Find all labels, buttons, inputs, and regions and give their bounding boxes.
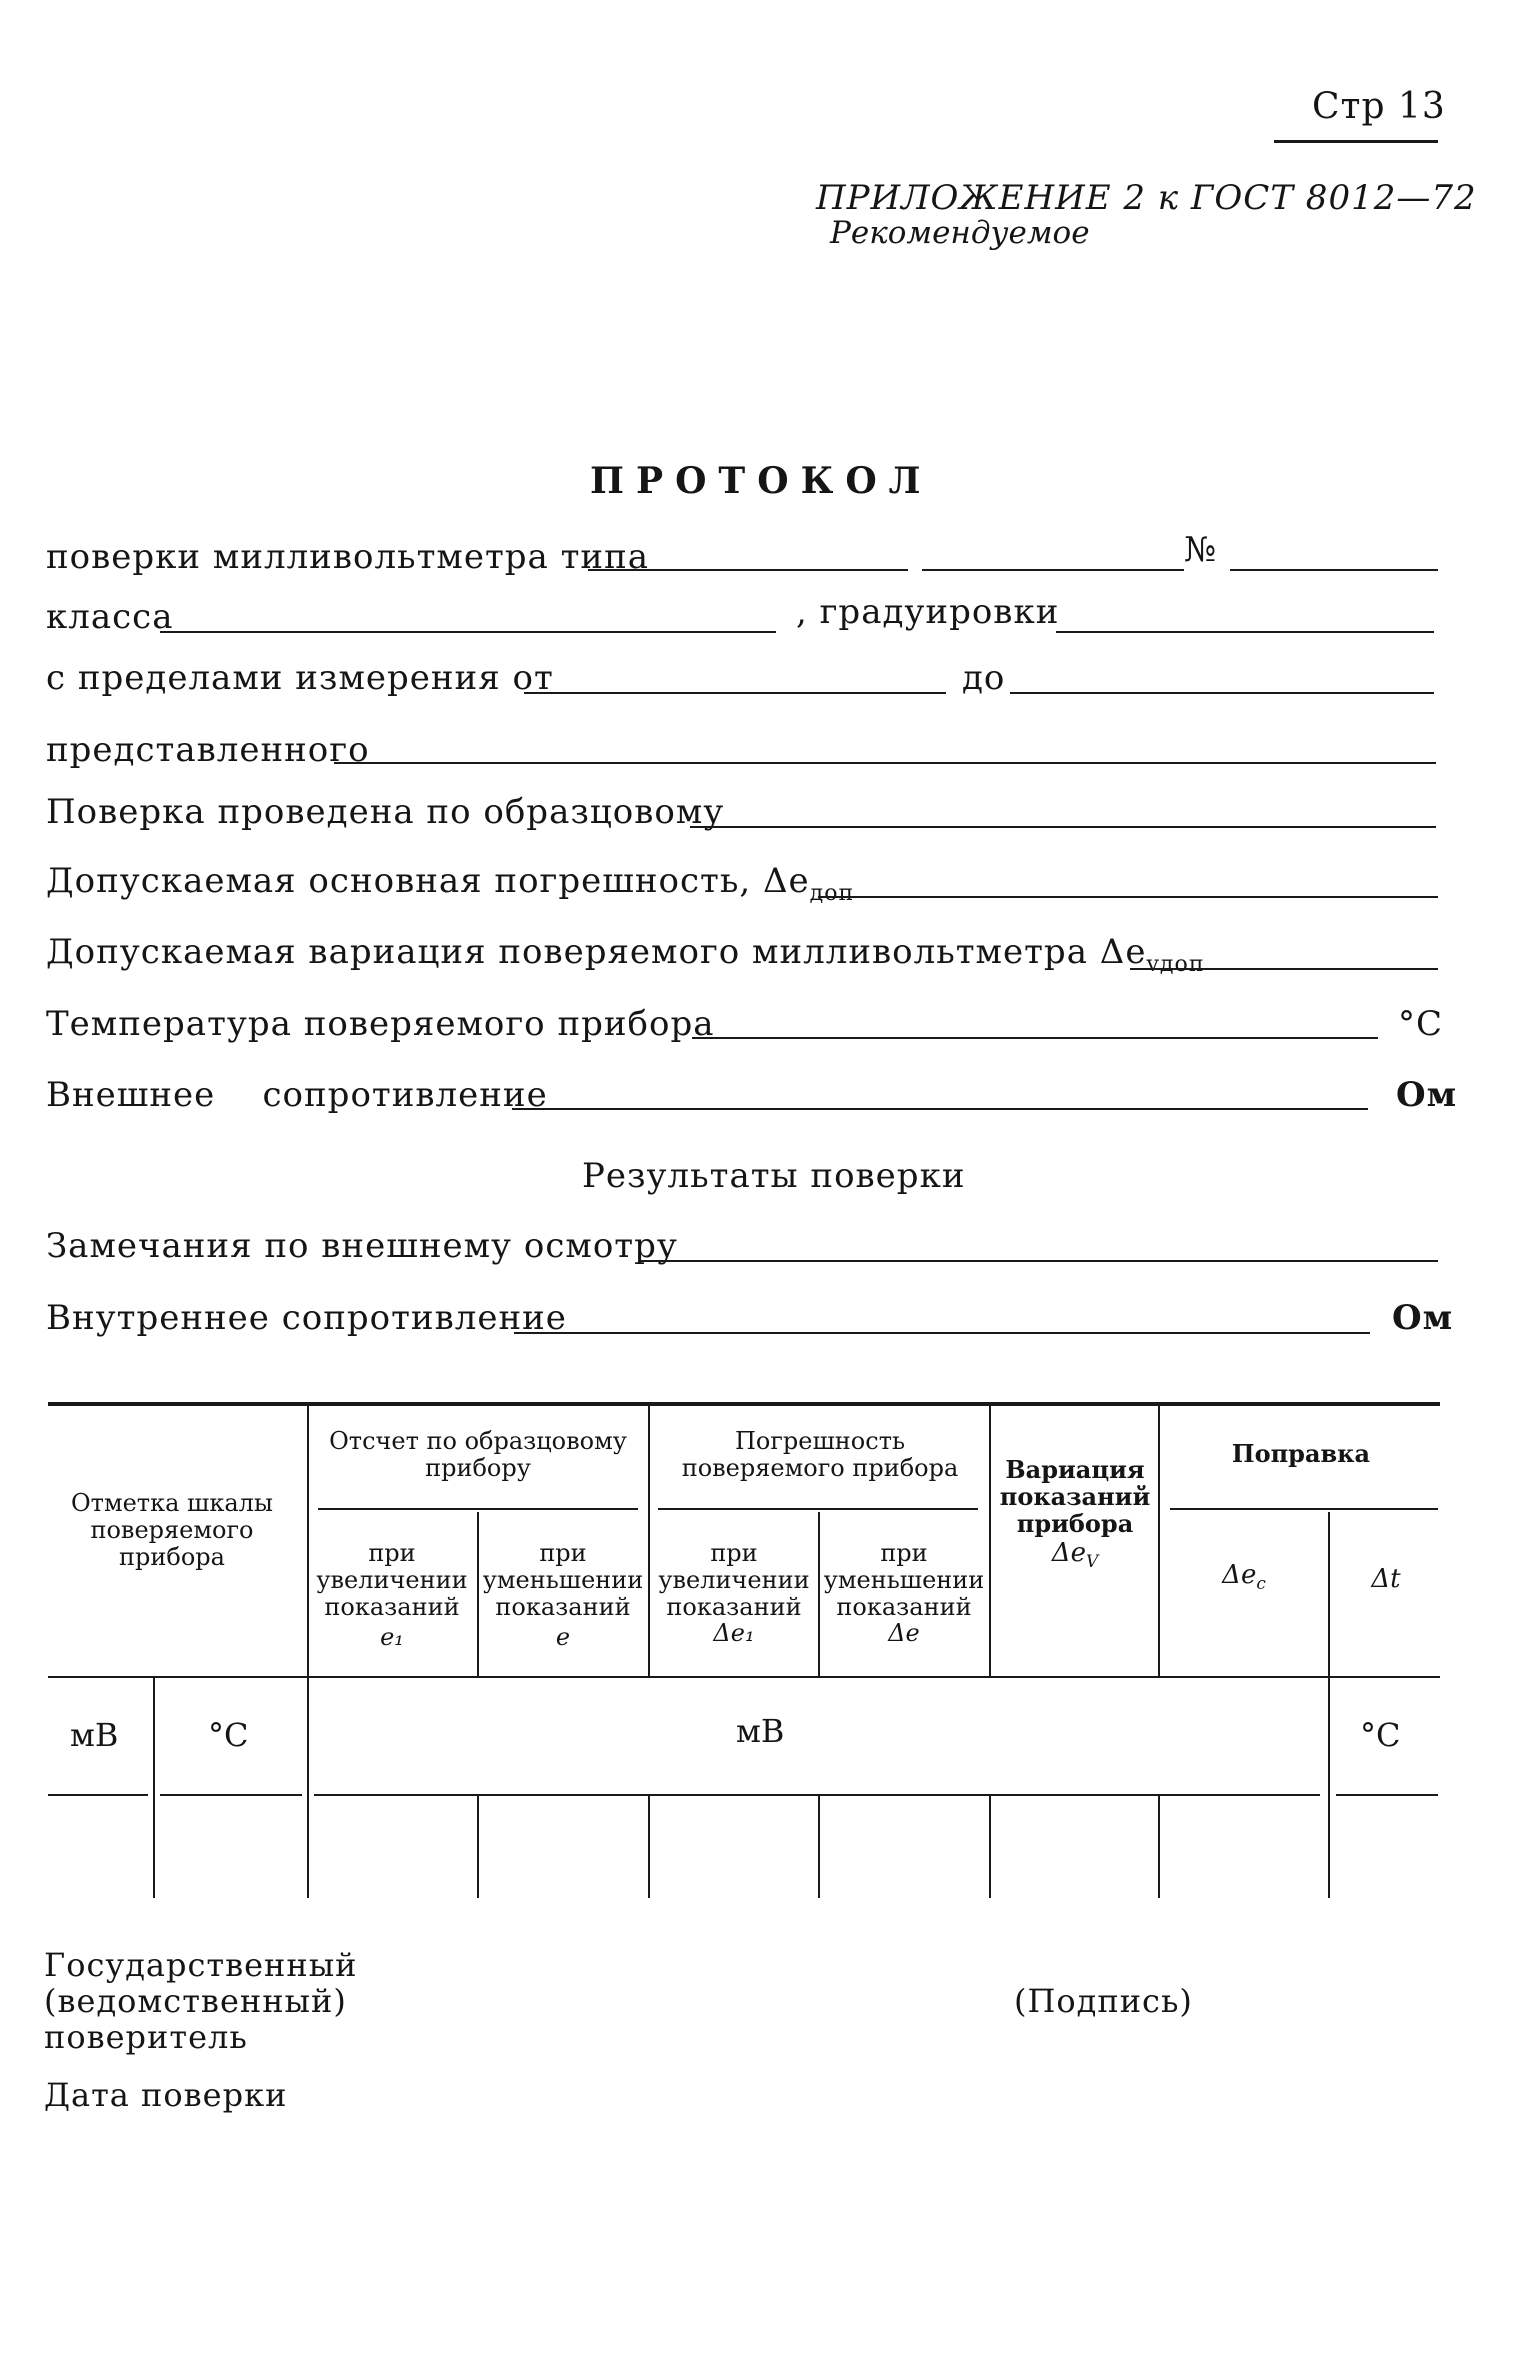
page-number-underline bbox=[1274, 140, 1438, 143]
field-range-to-line[interactable] bbox=[1010, 692, 1434, 694]
col-error-header: Погрешность поверяемого прибора bbox=[681, 1427, 959, 1482]
unit-mv-middle: мВ bbox=[736, 1712, 785, 1750]
field-type-line-2[interactable] bbox=[922, 569, 1184, 571]
col-correction-ec bbox=[1162, 1562, 1326, 1597]
col-error-up-symbol: Δe₁ bbox=[713, 1619, 755, 1647]
field-ext-resistance-line[interactable] bbox=[512, 1108, 1368, 1110]
data-divider-3 bbox=[648, 1796, 650, 1898]
page-number: Стр 13 bbox=[1312, 86, 1446, 127]
verifier-line-1: Государственный bbox=[44, 1946, 358, 1984]
field-class-label: класса bbox=[46, 597, 174, 637]
table-top-rule bbox=[48, 1402, 1440, 1406]
col-correction-header: Поправка bbox=[1231, 1439, 1371, 1468]
field-range-from-label: с пределами измерения от bbox=[46, 658, 554, 698]
field-type-line-1[interactable] bbox=[588, 569, 908, 571]
data-divider-5 bbox=[989, 1796, 991, 1898]
verifier-line-3: поверитель bbox=[44, 2018, 248, 2056]
table-divider-2 bbox=[477, 1512, 479, 1676]
col-reading-up-symbol: e₁ bbox=[380, 1623, 404, 1651]
field-ext-resistance-label: Внешнее сопротивление bbox=[46, 1075, 548, 1115]
data-divider-6 bbox=[1158, 1796, 1160, 1898]
field-variation-text: Допускаемая вариация поверяемого милливольтметра Δe bbox=[46, 932, 1147, 972]
units-divider-reading bbox=[307, 1678, 309, 1898]
col-error-down-symbol: Δe bbox=[888, 1619, 920, 1647]
col-variation-subscript: V bbox=[1085, 1551, 1099, 1572]
field-temperature-line[interactable] bbox=[692, 1037, 1378, 1039]
units-divider-right bbox=[1328, 1678, 1330, 1898]
data-divider-2 bbox=[477, 1796, 479, 1898]
int-resistance-line[interactable] bbox=[514, 1332, 1370, 1334]
table-divider-3 bbox=[648, 1406, 650, 1676]
field-error-subscript: доп bbox=[809, 879, 855, 906]
units-divider-mark bbox=[153, 1678, 155, 1898]
field-submitted-label: представленного bbox=[46, 730, 370, 770]
col-mark-header: Отметка шкалы поверяемого прибора bbox=[70, 1489, 273, 1571]
field-graduation-label: , градуировки bbox=[796, 592, 1060, 632]
col-reading-down-header: при уменьшении показаний bbox=[482, 1539, 644, 1621]
col-correction-ec-text: Δe bbox=[1222, 1560, 1257, 1590]
field-submitted-line[interactable] bbox=[334, 762, 1436, 764]
field-error-label bbox=[46, 861, 854, 906]
units-rule-mark bbox=[48, 1794, 148, 1796]
appendix-subtitle: Рекомендуемое bbox=[830, 215, 1090, 251]
field-ext-resistance-unit: Ом bbox=[1396, 1075, 1458, 1115]
data-divider-4 bbox=[818, 1796, 820, 1898]
field-temperature-label: Температура поверяемого прибора bbox=[46, 1004, 715, 1044]
table-divider-5 bbox=[989, 1406, 991, 1676]
unit-c-right: °С bbox=[1360, 1716, 1401, 1754]
col-error-down-header: при уменьшении показаний bbox=[823, 1539, 985, 1621]
col-reading-up-header: при увеличении показаний bbox=[316, 1539, 468, 1621]
units-rule-right bbox=[1336, 1794, 1438, 1796]
col-correction-dt: Δt bbox=[1371, 1564, 1401, 1594]
field-type-label: поверки милливольтметра типа bbox=[46, 537, 649, 577]
header-bottom-rule bbox=[48, 1676, 1440, 1678]
table-divider-4 bbox=[818, 1512, 820, 1676]
col-variation-symbol bbox=[994, 1540, 1156, 1575]
field-variation-line[interactable] bbox=[1130, 968, 1438, 970]
col-reading-header: Отсчет по образцовому прибору bbox=[329, 1427, 627, 1482]
remarks-label: Замечания по внешнему осмотру bbox=[46, 1226, 678, 1266]
correction-group-rule bbox=[1170, 1508, 1438, 1510]
verifier-line-2: (ведомственный) bbox=[44, 1982, 347, 2020]
field-variation-subscript: vдоп bbox=[1146, 950, 1205, 977]
field-range-to-label: до bbox=[962, 658, 1006, 698]
field-reference-label: Поверка проведена по образцовому bbox=[46, 792, 725, 832]
field-class-line[interactable] bbox=[160, 631, 776, 633]
table-divider-6 bbox=[1158, 1406, 1160, 1676]
units-rule-temp bbox=[160, 1794, 302, 1796]
error-group-rule bbox=[658, 1508, 978, 1510]
col-variation-symbol-text: Δe bbox=[1051, 1538, 1086, 1568]
col-variation-header: Вариация показаний прибора bbox=[999, 1455, 1151, 1538]
field-number-sign: № bbox=[1184, 530, 1218, 570]
col-reading-down-symbol: e bbox=[555, 1623, 571, 1651]
field-temperature-unit: °С bbox=[1398, 1004, 1444, 1044]
int-resistance-unit: Ом bbox=[1392, 1298, 1454, 1338]
date-label: Дата поверки bbox=[44, 2076, 288, 2114]
units-rule-middle bbox=[314, 1794, 1320, 1796]
field-graduation-line[interactable] bbox=[1056, 631, 1434, 633]
reading-group-rule bbox=[318, 1508, 638, 1510]
int-resistance-label: Внутреннее сопротивление bbox=[46, 1298, 567, 1338]
col-error-up-header: при увеличении показаний bbox=[658, 1539, 810, 1621]
field-number-line[interactable] bbox=[1230, 569, 1438, 571]
field-range-from-line[interactable] bbox=[524, 692, 946, 694]
protocol-title: ПРОТОКОЛ bbox=[590, 460, 933, 502]
field-reference-line[interactable] bbox=[690, 826, 1436, 828]
results-title: Результаты поверки bbox=[582, 1156, 966, 1196]
appendix-title: ПРИЛОЖЕНИЕ 2 к ГОСТ 8012—72 bbox=[816, 178, 1477, 218]
col-correction-ec-subscript: c bbox=[1256, 1573, 1266, 1594]
unit-c-left: °С bbox=[208, 1716, 249, 1754]
field-error-text: Допускаемая основная погрешность, Δe bbox=[46, 861, 810, 901]
table-divider-1 bbox=[307, 1406, 309, 1676]
signature-label: (Подпись) bbox=[1014, 1982, 1193, 2020]
unit-mv-left: мВ bbox=[70, 1716, 119, 1754]
table-divider-7 bbox=[1328, 1512, 1330, 1676]
field-error-line[interactable] bbox=[818, 896, 1438, 898]
field-variation-label bbox=[46, 932, 1205, 977]
remarks-line[interactable] bbox=[640, 1260, 1438, 1262]
